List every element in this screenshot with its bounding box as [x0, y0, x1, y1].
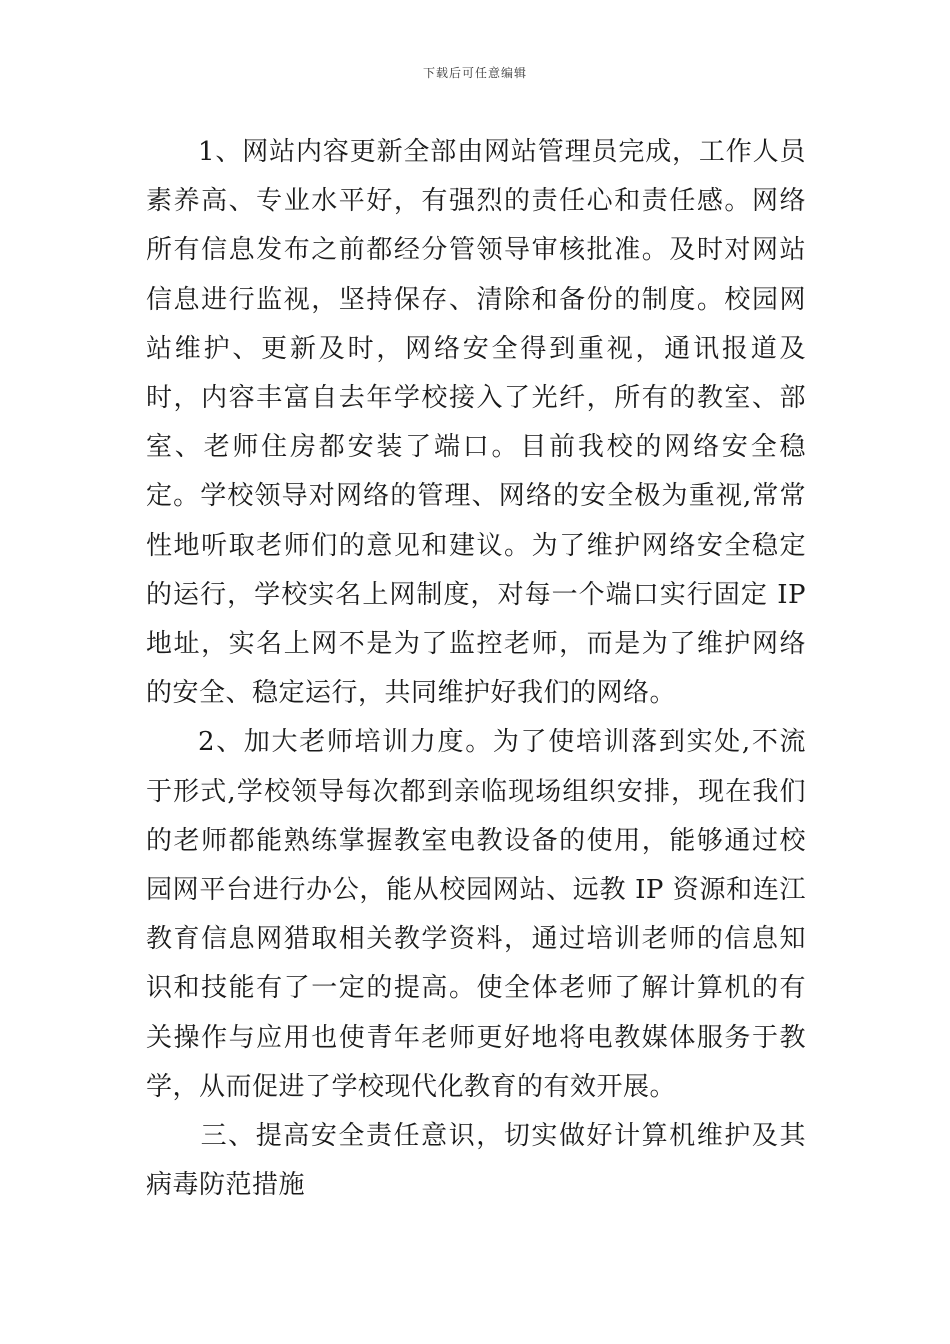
paragraph-network-management: 1、网站内容更新全部由网站管理员完成，工作人员素养高、专业水平好，有强烈的责任心和责任感。网络所有信息发布之前都经分管领导审核批准。及时对网站信息进行监视，坚持保存、清除和备份的制度。校园网站维护、更新及时，网络安全得到重视，通讯报道及时，内容丰富自去年学校接入了光纤，所有的教室、部室、老师住房都安装了端口。目前我校的网络安全稳定。学校领导对网络的管理、网络的安全极为重视,常常性地听取老师们的意见和建议。为了维护网络安全稳定的运行，学校实名上网制度，对每一个端口实行固定 IP 地址，实名上网不是为了监控老师，而是为了维护网络的安全、稳定运行，共同维护好我们的网络。 [146, 137, 806, 709]
paragraph-teacher-training: 2、加大老师培训力度。为了使培训落到实处,不流于形式,学校领导每次都到亲临现场组织安排，现在我们的老师都能熟练掌握教室电教设备的使用，能够通过校园网平台进行办公，能从校园网站、远教 IP 资源和连江教育信息网猎取相关教学资料，通过培训老师的信息知识和技能有了一定的提高。使全体老师了解计算机的有关操作与应用也使青年老师更好地将电教媒体服务于教学，从而促进了学校现代化教育的有效开展。 [146, 727, 806, 1102]
document-body [146, 128, 806, 1210]
page-header: 下载后可任意编辑 [422, 66, 527, 80]
section-heading-security: 三、提高安全责任意识，切实做好计算机维护及其病毒防范措施 [146, 1121, 806, 1201]
